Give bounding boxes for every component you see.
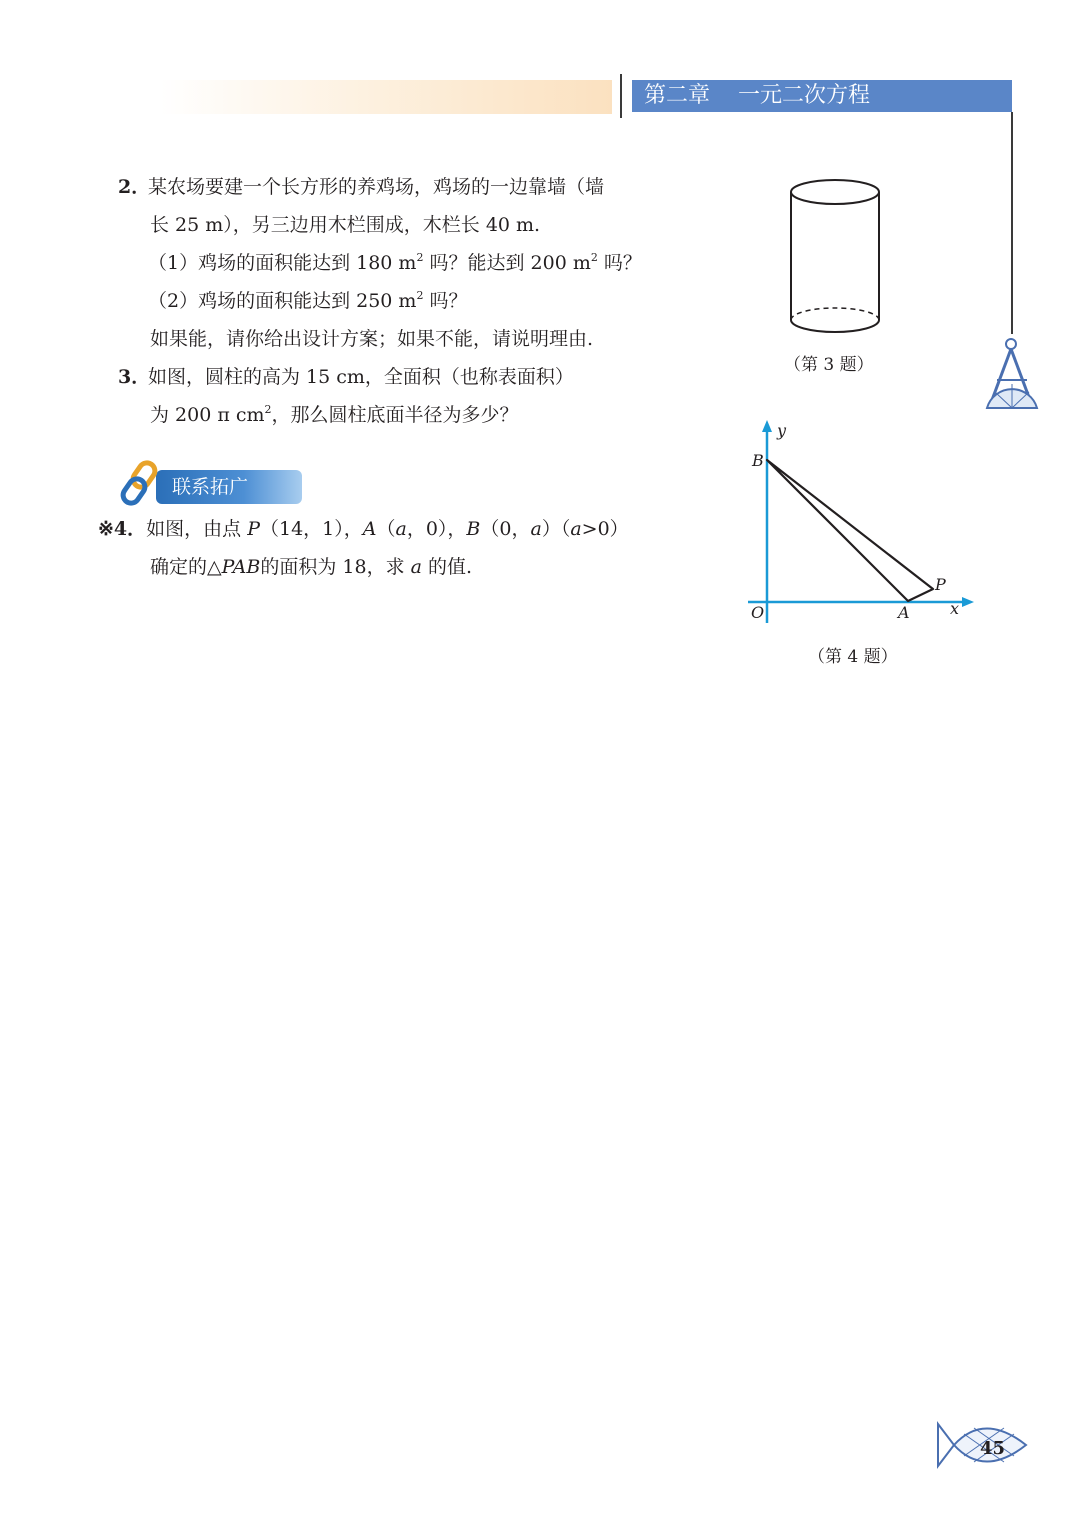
page-number: 45 [980, 1438, 1006, 1459]
question-text-part: ）（ [541, 518, 571, 540]
math-var: A [362, 518, 377, 540]
question-text: 如果能，请你给出设计方案；如果不能，请说明理由. [150, 328, 594, 350]
point-label-p: P [935, 575, 946, 594]
chapter-title: 第二章 一元二次方程 [632, 80, 1012, 112]
question-number: 3． [118, 366, 151, 388]
axis-label-x: x [950, 599, 960, 618]
math-var: a [395, 518, 407, 540]
cylinder-figure [780, 170, 890, 340]
header-decoration [160, 80, 612, 114]
figure-caption: （第 3 题） [784, 355, 874, 375]
coordinate-figure [740, 418, 980, 633]
header-divider [620, 74, 622, 118]
math-var: a [410, 556, 422, 578]
sub-question-text: 吗？能达到 200 m [423, 252, 591, 274]
math-var: a [570, 518, 582, 540]
axis-label-y: y [777, 421, 787, 440]
sub-question-text: （2）鸡场的面积能达到 250 m [148, 290, 417, 312]
superscript: 2 [416, 289, 424, 302]
math-var: B [466, 518, 481, 540]
question-text-part: ，0）， [406, 518, 467, 540]
question-text [150, 396, 519, 434]
sub-question-text: 吗？ [423, 290, 468, 312]
math-var: PAB [221, 556, 261, 578]
question-text-part: 为 200 π cm [150, 404, 265, 426]
question-text-part: 如图，由点 [146, 518, 248, 540]
chain-link-icon [116, 458, 168, 510]
point-label-b: B [752, 451, 764, 470]
question-text-part: （14，1）， [259, 518, 363, 540]
sub-question-text: （1）鸡场的面积能达到 180 m [148, 252, 417, 274]
extension-section [116, 458, 296, 510]
question-text: 如图，圆柱的高为 15 cm，全面积（也称表面积） [148, 366, 574, 388]
sub-question-2 [148, 282, 468, 320]
math-var: a [530, 518, 542, 540]
question-text-part: （0， [480, 518, 531, 540]
question-number: ※4． [98, 518, 147, 540]
origin-label: O [751, 603, 765, 622]
question-4 [98, 510, 629, 548]
question-text-part: 的面积为 18，求 [260, 556, 411, 578]
question-number: 2． [118, 176, 151, 198]
sub-question-text: 吗？ [597, 252, 642, 274]
question-text-part: ，那么圆柱底面半径为多少？ [271, 404, 519, 426]
question-text-part: 的值. [421, 556, 473, 578]
question-text: 某农场要建一个长方形的养鸡场，鸡场的一边靠墙（墙 [148, 176, 605, 198]
math-var: P [247, 518, 260, 540]
question-text: 长 25 m），另三边用木栏围成，木栏长 40 m. [150, 214, 541, 236]
superscript: 2 [416, 251, 424, 264]
question-text-part: （ [376, 518, 396, 540]
question-2 [118, 168, 604, 206]
side-rule [1011, 112, 1013, 334]
figure-caption: （第 4 题） [808, 647, 898, 667]
extension-label: 联系拓广 [172, 476, 249, 498]
superscript: 2 [590, 251, 598, 264]
question-text-part: >0） [581, 518, 629, 540]
compass-icon [983, 336, 1041, 416]
point-label-a: A [898, 603, 910, 622]
question-text [150, 548, 472, 586]
superscript: 2 [264, 403, 272, 416]
sub-question-1 [148, 244, 642, 282]
question-text-part: 确定的△ [150, 556, 222, 578]
question-3 [118, 358, 574, 396]
